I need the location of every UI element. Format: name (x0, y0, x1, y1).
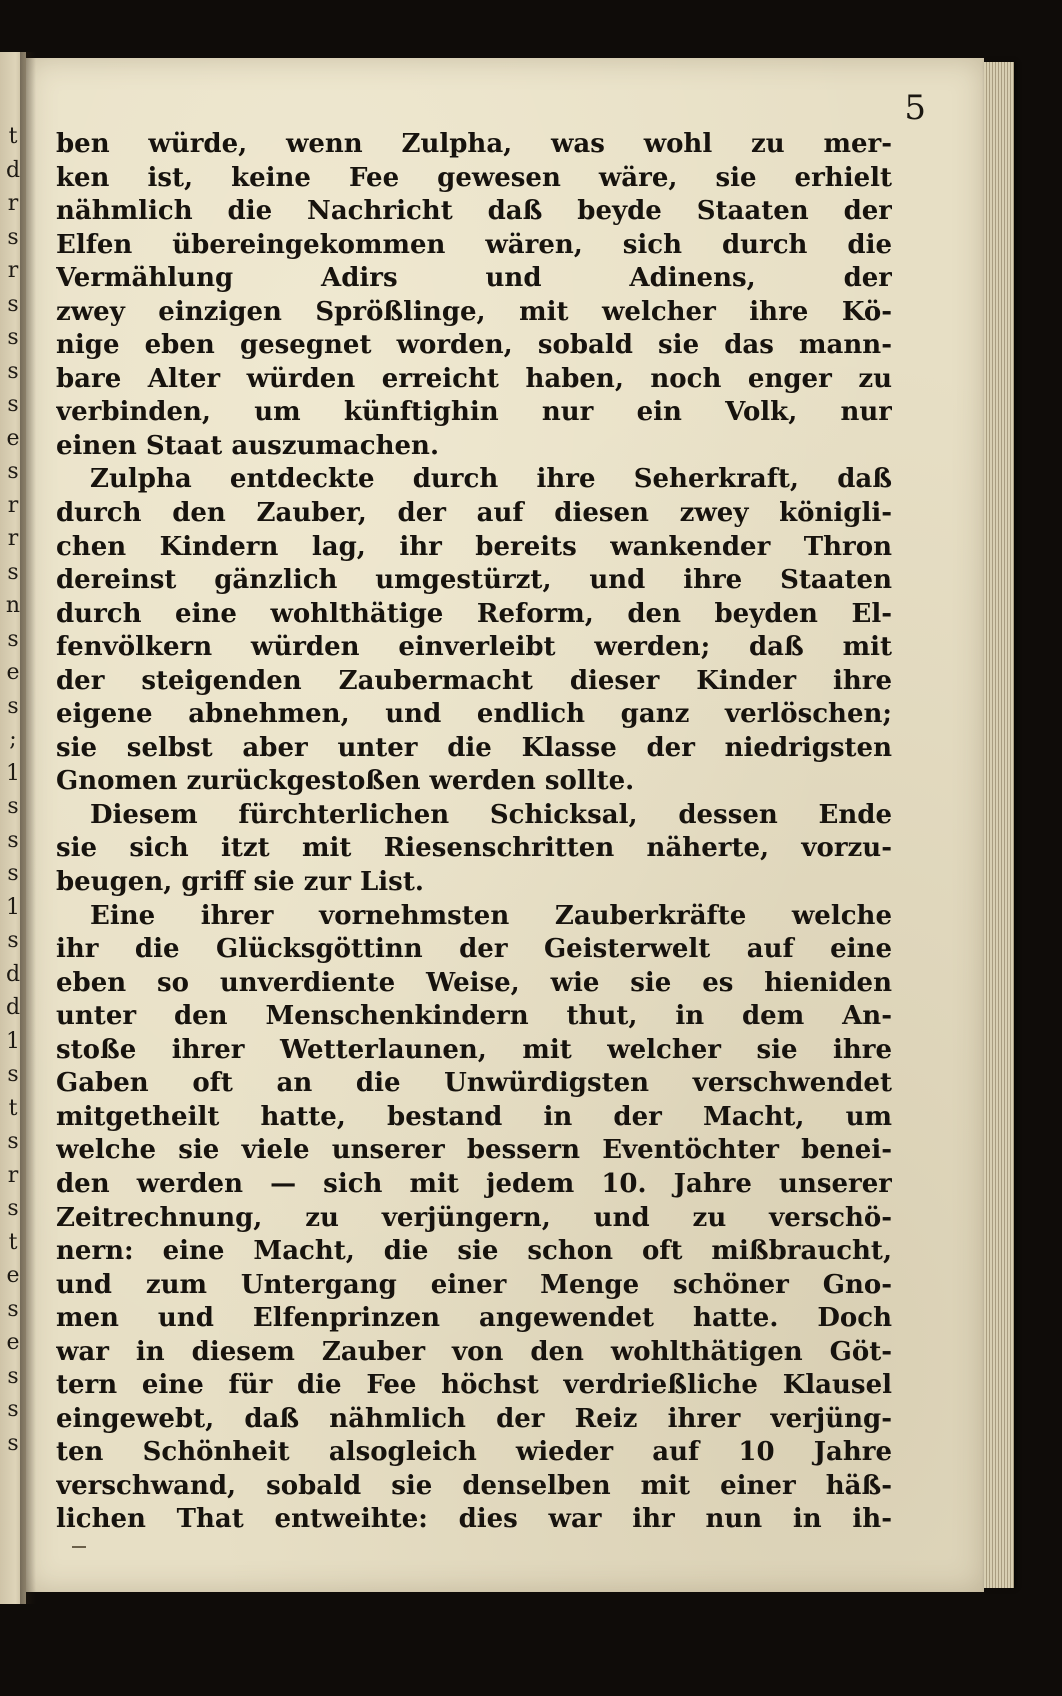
margin-fragment: s (7, 224, 19, 250)
margin-fragment: s (7, 291, 19, 317)
text-line: chen Kindern lag, ihr bereits wankender Thron (56, 531, 892, 562)
margin-fragment: s (7, 459, 19, 484)
text-line: ken ist, keine Fee gewesen wäre, sie erhielt (56, 162, 892, 193)
text-line: Eine ihrer vornehmsten Zauberkräfte welche (90, 900, 892, 931)
text-line: sie selbst aber unter die Klasse der niedrigsten (56, 732, 892, 763)
margin-fragment: d (5, 995, 21, 1020)
gutter-shadow (20, 52, 36, 1604)
text-line: durch den Zauber, der auf diesen zwey königli- (56, 498, 892, 529)
margin-fragment: s (7, 1430, 19, 1456)
text-line: bare Alter würden erreicht haben, noch enger zu (56, 363, 892, 394)
margin-fragment: s (7, 1363, 19, 1389)
text-line: ten Schönheit alsogleich wieder auf 10 Jahre (56, 1437, 892, 1468)
margin-fragment: e (6, 660, 20, 685)
margin-fragment: d (5, 157, 21, 183)
text-line: Elfen übereingekommen wären, sich durch die (56, 229, 892, 260)
text-line: und zum Untergang einer Menge schöner Gno- (56, 1269, 892, 1300)
margin-fragment: e (6, 1330, 20, 1355)
text-line: den werden — sich mit jedem 10. Jahre unserer (56, 1168, 892, 1199)
margin-fragment: e (6, 1263, 20, 1288)
text-line: der steigenden Zaubermacht dieser Kinder ihre (56, 665, 892, 696)
text-line: men und Elfenprinzen angewendet hatte. Doch (56, 1303, 892, 1334)
margin-fragment: s (7, 1296, 19, 1322)
text-line: verbinden, um künftighin nur ein Volk, nur (56, 397, 892, 428)
margin-fragment: r (7, 191, 19, 216)
text-line: zwey einzigen Sprößlinge, mit welcher ihre Kö- (56, 296, 892, 327)
text-line: welche sie viele unserer bessern Eventöchter benei- (56, 1135, 892, 1166)
margin-fragment: s (7, 1397, 19, 1422)
text-line: Diesem fürchterlichen Schicksal, dessen Ende (90, 799, 892, 830)
margin-fragment: 1 (6, 760, 20, 786)
text-line: lichen That entweihte: dies war ihr nun in ih- (56, 1504, 892, 1535)
margin-fragment: s (7, 693, 19, 719)
book-page (26, 58, 984, 1592)
text-line: nähmlich die Nachricht daß beyde Staaten der (56, 196, 892, 227)
text-line: Vermählung Adirs und Adinens, der (56, 263, 892, 294)
text-line: Zeitrechnung, zu verjüngern, und zu verschö- (56, 1202, 892, 1233)
footer-mark (72, 1546, 86, 1548)
page-text (56, 128, 892, 1537)
text-line: stoße ihrer Wetterlaunen, mit welcher sie ihre (56, 1034, 892, 1065)
margin-fragment: s (7, 358, 19, 384)
margin-fragment: r (7, 258, 19, 283)
margin-fragment: s (7, 325, 19, 350)
margin-fragment: e (6, 425, 20, 451)
text-line: dereinst gänzlich umgestürzt, und ihre Staaten (56, 565, 892, 596)
margin-fragment: t (8, 124, 18, 149)
text-line: Gnomen zurückgestoßen werden sollte. (56, 766, 635, 797)
text-line: war in diesem Zauber von den wohlthätigen Göt- (56, 1336, 892, 1367)
text-line: Gaben oft an die Unwürdigsten verschwendet (56, 1068, 892, 1099)
margin-fragment: r (7, 492, 19, 518)
page-number: 5 (904, 88, 926, 128)
text-line: nige eben gesegnet worden, sobald sie das mann- (56, 330, 892, 361)
text-line: fenvölkern würden einverleibt werden; daß mit (56, 632, 892, 663)
text-line: verschwand, sobald sie denselben mit einer häß- (56, 1470, 892, 1501)
margin-fragment: 1 (6, 1028, 20, 1054)
text-line: beugen, griff sie zur List. (56, 867, 424, 898)
margin-fragment: ; (9, 727, 17, 752)
text-line: einen Staat auszumachen. (56, 430, 440, 461)
margin-fragment: s (7, 559, 19, 585)
margin-fragment: s (7, 1196, 19, 1221)
text-line: ben würde, wenn Zulpha, was wohl zu mer- (56, 129, 892, 159)
text-line: tern eine für die Fee höchst verdrießliche Klausel (56, 1370, 892, 1401)
margin-fragment: d (5, 961, 21, 987)
text-line: sie sich itzt mit Riesenschritten näherte, vorzu- (56, 833, 892, 864)
text-line: durch eine wohlthätige Reform, den beyden El- (56, 598, 892, 629)
margin-fragment: r (7, 526, 19, 551)
margin-fragment: n (5, 593, 21, 618)
text-line: Zulpha entdeckte durch ihre Seherkraft, daß (90, 464, 892, 495)
margin-fragment: r (7, 1162, 19, 1188)
margin-fragment: s (7, 928, 19, 953)
margin-fragment: s (7, 794, 19, 819)
margin-fragment: s (7, 1129, 19, 1154)
text-line: mitgetheilt hatte, bestand in der Macht, um (56, 1101, 892, 1132)
margin-fragment: s (7, 1062, 19, 1087)
margin-fragment: s (7, 626, 19, 652)
margin-fragment: s (7, 392, 19, 417)
margin-fragment: t (8, 1095, 18, 1121)
margin-fragment: s (7, 861, 19, 886)
margin-fragment: t (8, 1229, 18, 1255)
page-stack-edge (984, 62, 1014, 1588)
margin-fragment: 1 (6, 894, 20, 920)
text-line: eigene abnehmen, und endlich ganz verlöschen; (56, 699, 892, 730)
text-line: eingewebt, daß nähmlich der Reiz ihrer verjüng- (56, 1403, 892, 1434)
text-line: eben so unverdiente Weise, wie sie es hieniden (56, 967, 892, 998)
margin-fragment: s (7, 827, 19, 853)
text-line: nern: eine Macht, die sie schon oft mißbraucht, (56, 1236, 892, 1267)
text-line: unter den Menschenkindern thut, in dem An- (56, 1001, 892, 1032)
text-line: ihr die Glücksgöttinn der Geisterwelt auf eine (56, 934, 892, 965)
